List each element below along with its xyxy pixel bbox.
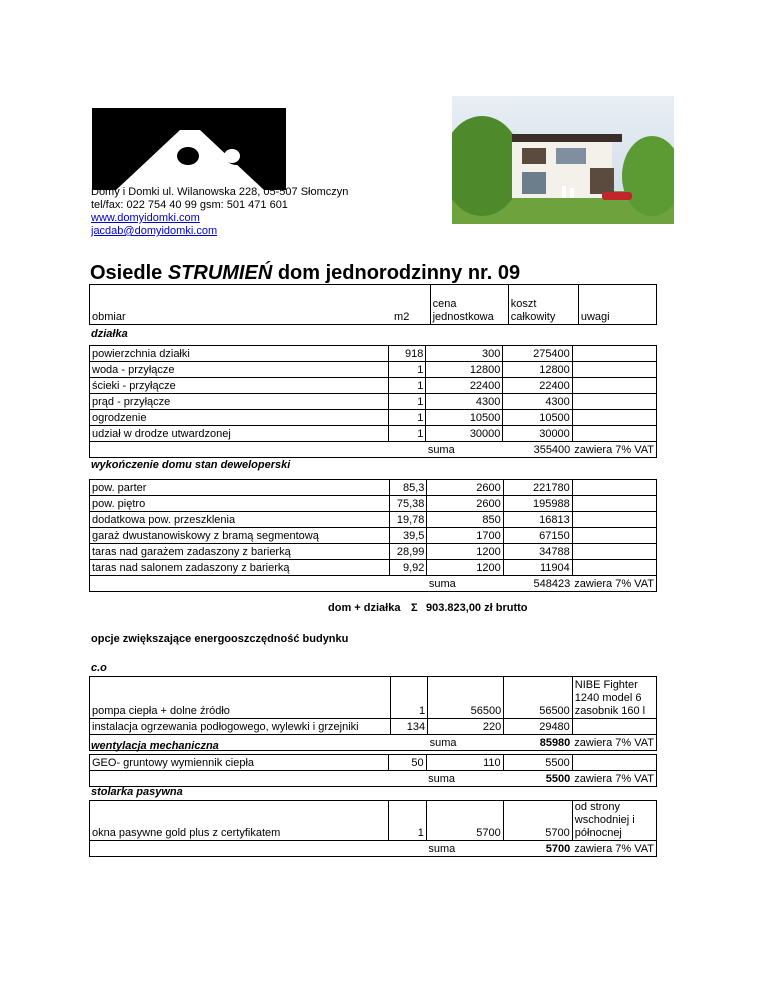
table-cell: zawiera 7% VAT [572,735,656,751]
wykonczenie-table [89,479,657,592]
table-cell: zawiera 7% VAT [572,442,656,458]
table-row [90,394,657,410]
table-cell [572,410,656,426]
table-cell: 22400 [503,378,572,394]
table-cell [572,544,656,560]
table-row [90,719,657,735]
table-row [90,362,657,378]
table-row [90,426,657,442]
table-cell: suma [426,841,503,857]
table-cell: 195988 [503,496,572,512]
table-cell: 11904 [503,560,572,576]
table-cell: od strony wschodniej i północnej [572,801,656,841]
table-cell: udział w drodze utwardzonej [90,426,389,442]
table-cell: 1 [388,426,426,442]
table-cell [572,480,656,496]
table-cell: 28,99 [389,544,427,560]
table-cell: 110 [426,755,503,771]
section-wentylacja: wentylacja mechaniczna [91,740,219,752]
table-cell: zawiera 7% VAT [572,576,656,592]
table-cell: 275400 [503,346,572,362]
website-link[interactable]: www.domyidomki.com [91,212,200,224]
table-cell [572,426,656,442]
table-row [90,677,657,719]
stolarka-table [89,800,657,857]
table-cell: 5700 [503,841,572,857]
table-cell: taras nad salonem zadaszony z barierką [90,560,390,576]
sum-row [90,841,657,857]
table-cell: zawiera 7% VAT [572,771,656,787]
table-cell: 1 [388,362,426,378]
table-cell: 5500 [503,755,572,771]
table-cell: 134 [390,719,427,735]
table-row [90,512,657,528]
table-cell: 10500 [503,410,572,426]
table-cell [90,442,426,458]
contact-block [91,186,348,238]
table-cell: pow. piętro [90,496,390,512]
table-row [90,346,657,362]
table-cell: 5700 [503,801,572,841]
table-cell: 221780 [503,480,572,496]
table-cell: suma [426,771,503,787]
section-co: c.o [91,662,107,674]
house-photo [452,96,674,224]
dzialka-table [89,345,657,458]
table-cell: 34788 [503,544,572,560]
company-phone: tel/fax: 022 754 40 99 gsm: 501 471 601 [91,199,288,211]
table-cell: 1 [390,677,427,719]
table-row [90,801,657,841]
table-row [90,378,657,394]
table-cell: 50 [389,755,427,771]
page-title: Osiedle STRUMIEŃ dom jednorodzinny nr. 09 [90,262,521,284]
table-cell [572,378,656,394]
table-cell [572,346,656,362]
table-cell: 220 [428,719,504,735]
table-cell: 548423 [503,576,572,592]
table-cell: 1200 [427,544,503,560]
company-address: Domy i Domki ul. Wilanowska 228, 05-507 Słomczyn [91,186,349,198]
section-dzialka: działka [91,328,128,340]
table-cell: 16813 [503,512,572,528]
table-cell: 355400 [503,442,572,458]
table-cell: 22400 [426,378,503,394]
table-cell [572,528,656,544]
sum-row [90,771,657,787]
table-cell [90,576,427,592]
table-cell [90,771,427,787]
table-row [90,410,657,426]
table-cell: 1700 [427,528,503,544]
table-cell: 85980 [504,735,573,751]
table-cell: 5700 [426,801,503,841]
table-cell: pompa ciepła + dolne źródło [90,677,391,719]
table-cell [90,841,427,857]
table-cell: 1 [389,801,426,841]
sum-row [90,576,657,592]
table-cell: 2600 [427,480,503,496]
table-cell: 4300 [426,394,503,410]
table-cell: instalacja ogrzewania podłogowego, wylewki i grzejniki [90,719,391,735]
section-stolarka: stolarka pasywna [91,786,183,798]
header-cena: cena jednostkowa [430,285,508,325]
table-cell: 12800 [503,362,572,378]
table-cell [572,362,656,378]
table-cell: dodatkowa pow. przeszklenia [90,512,390,528]
table-cell: zawiera 7% VAT [572,841,656,857]
estate-name: STRUMIEŃ [167,262,273,284]
table-cell: 918 [388,346,426,362]
table-cell: okna pasywne gold plus z certyfikatem [90,801,389,841]
table-cell: ogrodzenie [90,410,389,426]
table-cell: 4300 [503,394,572,410]
table-cell: 1 [388,378,426,394]
table-cell: 29480 [504,719,573,735]
table-cell: 19,78 [389,512,427,528]
table-cell [572,394,656,410]
section-wykonczenie: wykończenie domu stan deweloperski [91,459,291,471]
table-cell [572,512,656,528]
table-cell: 850 [427,512,503,528]
table-cell: suma [428,735,504,751]
table-row [90,755,657,771]
email-link[interactable]: jacdab@domyidomki.com [91,225,218,237]
grand-label: dom + działka [328,602,401,614]
table-cell [572,560,656,576]
wentylacja-table [89,754,657,787]
table-cell: 1200 [427,560,503,576]
section-opcje: opcje zwiększające energooszczędność budynku [91,633,349,645]
company-logo [92,108,286,190]
table-row [90,544,657,560]
table-cell: 30000 [426,426,503,442]
table-cell: 1 [388,394,426,410]
table-cell: 5500 [503,771,572,787]
table-cell: NIBE Fighter 1240 model 6 zasobnik 160 l [572,677,656,719]
table-cell: 67150 [503,528,572,544]
table-cell: 9,92 [389,560,427,576]
sigma-icon: Σ [411,602,418,614]
table-cell: 10500 [426,410,503,426]
table-cell: garaż dwustanowiskowy z bramą segmentową [90,528,390,544]
table-cell: 12800 [426,362,503,378]
table-cell: prąd - przyłącze [90,394,389,410]
table-cell: 85,3 [389,480,427,496]
table-cell: 75,38 [389,496,427,512]
grand-total: 903.823,00 zł brutto [426,602,528,614]
header-koszt: koszt całkowity [508,285,578,325]
table-cell: 300 [426,346,503,362]
table-cell: 56500 [428,677,504,719]
table-cell: pow. parter [90,480,390,496]
table-cell: ścieki - przyłącze [90,378,389,394]
table-cell: GEO- gruntowy wymiennik ciepła [90,755,389,771]
table-row [90,560,657,576]
table-cell: taras nad garażem zadaszony z barierką [90,544,390,560]
table-cell [572,496,656,512]
table-cell: woda - przyłącze [90,362,389,378]
table-cell: 56500 [504,677,573,719]
table-row [90,528,657,544]
table-cell: suma [427,576,503,592]
table-cell: 39,5 [389,528,427,544]
header-m2: m2 [392,285,430,325]
sum-row [90,442,657,458]
table-cell [572,755,656,771]
table-cell: suma [426,442,503,458]
header-obmiar: obmiar [90,285,393,325]
table-cell: 30000 [503,426,572,442]
table-cell [572,719,656,735]
table-cell: powierzchnia działki [90,346,389,362]
header-uwagi: uwagi [578,285,656,325]
table-cell: 1 [388,410,426,426]
table-row [90,480,657,496]
table-row [90,496,657,512]
header-table [89,284,657,325]
table-cell: 2600 [427,496,503,512]
